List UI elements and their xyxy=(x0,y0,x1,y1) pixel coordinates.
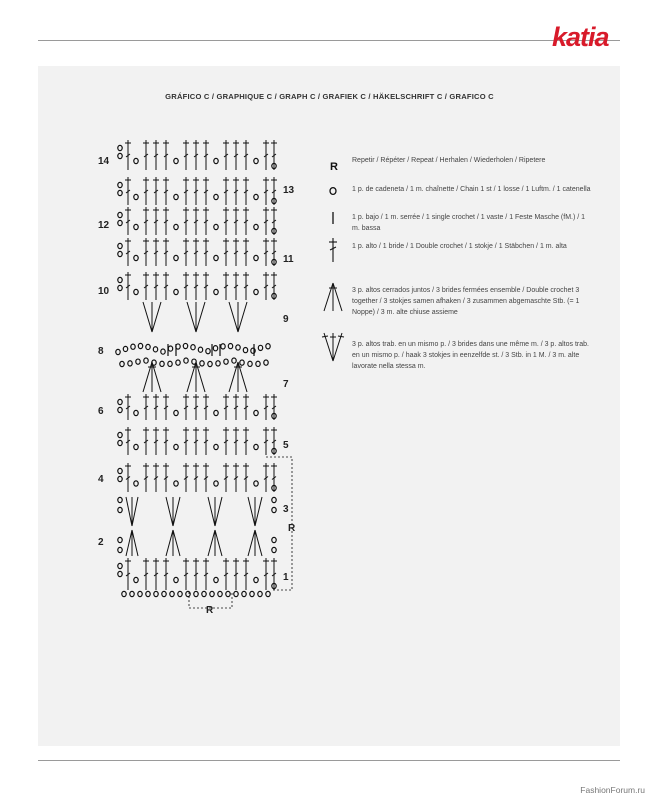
chain-stitch xyxy=(243,348,247,353)
chain-stitch xyxy=(118,407,122,412)
double-crochet-stitch xyxy=(163,207,169,235)
chain-stitch xyxy=(138,343,142,348)
chart-title: GRÁFICO C / GRAPHIQUE C / GRAPH C / GRAFIEK C / HÄKELSCHRIFT C / GRAFICO C xyxy=(165,92,494,101)
chain-stitch xyxy=(272,547,276,552)
double-crochet-stitch xyxy=(163,427,169,455)
chain-stitch xyxy=(138,591,142,596)
chain-stitch xyxy=(226,591,230,596)
double-crochet-icon xyxy=(318,236,348,266)
chain-stitch xyxy=(154,591,158,596)
chain-stitch xyxy=(191,345,195,350)
chain-stitch xyxy=(174,289,178,294)
double-crochet-stitch xyxy=(223,238,229,266)
double-crochet-stitch xyxy=(243,140,249,170)
row-label-right: 5 xyxy=(283,440,289,451)
chain-stitch xyxy=(214,577,218,582)
double-crochet-stitch xyxy=(223,427,229,455)
double-crochet-stitch xyxy=(223,177,229,205)
double-crochet-stitch xyxy=(243,238,249,266)
chain-stitch xyxy=(214,289,218,294)
chain-stitch xyxy=(178,591,182,596)
chain-stitch xyxy=(146,591,150,596)
chain-stitch xyxy=(272,537,276,542)
double-crochet-stitch xyxy=(143,463,149,492)
row-label-right: 3 xyxy=(283,504,289,515)
double-crochet-stitch xyxy=(243,207,249,235)
double-crochet-stitch xyxy=(143,427,149,455)
chain-stitch xyxy=(200,361,204,366)
double-crochet-stitch xyxy=(203,140,209,170)
double-crochet-stitch xyxy=(193,272,199,300)
chain-stitch xyxy=(134,410,138,415)
chain-stitch xyxy=(136,359,140,364)
chain-stitch xyxy=(266,344,270,349)
chain-stitch xyxy=(192,359,196,364)
double-crochet-stitch xyxy=(263,558,269,590)
double-crochet-stitch xyxy=(153,394,159,420)
double-crochet-stitch xyxy=(143,272,149,300)
legend-repeat-text: Repetir / Répéter / Repeat / Herhalen / Wiederholen / Ripetere xyxy=(352,157,546,164)
double-crochet-stitch xyxy=(153,558,159,590)
double-crochet-stitch xyxy=(203,463,209,492)
double-crochet-stitch xyxy=(203,177,209,205)
chain-stitch xyxy=(234,591,238,596)
chain-stitch xyxy=(240,360,244,365)
double-crochet-stitch xyxy=(125,238,131,266)
dc3-same-st-stitch xyxy=(229,302,247,332)
double-crochet-stitch xyxy=(233,140,239,170)
chain-stitch xyxy=(213,346,217,351)
chain-stitch xyxy=(254,255,258,260)
dc3tog-icon xyxy=(318,280,348,314)
chain-stitch xyxy=(254,481,258,486)
double-crochet-stitch xyxy=(203,272,209,300)
chain-stitch xyxy=(272,497,276,502)
dc3-same-st-icon xyxy=(318,330,348,364)
chain-stitch xyxy=(134,481,138,486)
chain-stitch xyxy=(162,591,166,596)
double-crochet-stitch xyxy=(243,272,249,300)
chain-stitch xyxy=(254,410,258,415)
chain-stitch xyxy=(214,224,218,229)
single-crochet-icon xyxy=(318,208,348,238)
double-crochet-stitch xyxy=(223,558,229,590)
chain-stitch xyxy=(168,346,172,351)
brand-logo: katia xyxy=(552,22,609,52)
chain-stitch xyxy=(218,591,222,596)
repeat-label-bottom: R xyxy=(206,605,214,616)
chain-stitch xyxy=(131,344,135,349)
chain-stitch xyxy=(208,361,212,366)
chain-stitch xyxy=(248,361,252,366)
double-crochet-stitch xyxy=(125,272,131,300)
double-crochet-stitch xyxy=(143,207,149,235)
chain-stitch xyxy=(134,577,138,582)
chain-stitch xyxy=(118,190,122,195)
chain-stitch xyxy=(118,212,122,217)
dc3tog-stitch xyxy=(166,530,180,556)
double-crochet-stitch xyxy=(163,394,169,420)
chain-stitch xyxy=(128,361,132,366)
row-label-left: 12 xyxy=(98,220,110,231)
double-crochet-stitch xyxy=(125,463,131,492)
double-crochet-stitch xyxy=(193,238,199,266)
chain-stitch xyxy=(194,591,198,596)
double-crochet-stitch xyxy=(263,177,269,205)
double-crochet-stitch xyxy=(233,427,239,455)
double-crochet-stitch xyxy=(143,177,149,205)
svg-text:R: R xyxy=(330,161,338,173)
chain-stitch xyxy=(202,591,206,596)
chain-stitch xyxy=(123,346,127,351)
chain-stitch xyxy=(118,507,122,512)
chain-stitch xyxy=(174,577,178,582)
double-crochet-stitch xyxy=(183,558,189,590)
double-crochet-stitch xyxy=(153,463,159,492)
chain-stitch xyxy=(118,571,122,576)
chain-stitch xyxy=(118,220,122,225)
double-crochet-stitch xyxy=(263,272,269,300)
dc3tog-stitch xyxy=(229,362,247,392)
double-crochet-stitch xyxy=(153,207,159,235)
chain-stitch xyxy=(134,194,138,199)
chain-stitch xyxy=(258,591,262,596)
chain-stitch xyxy=(118,468,122,473)
chain-stitch xyxy=(198,347,202,352)
legend-double-crochet-text: 1 p. alto / 1 bride / 1 Double crochet / 1 stokje / 1 Stäbchen / 1 m. alta xyxy=(352,243,567,250)
chain-stitch xyxy=(161,349,165,354)
chain-stitch xyxy=(183,343,187,348)
double-crochet-stitch xyxy=(125,140,131,170)
double-crochet-stitch xyxy=(163,238,169,266)
chain-stitch xyxy=(130,591,134,596)
double-crochet-stitch xyxy=(193,463,199,492)
chain-stitch xyxy=(174,194,178,199)
double-crochet-stitch xyxy=(263,238,269,266)
double-crochet-stitch xyxy=(223,394,229,420)
double-crochet-stitch xyxy=(203,238,209,266)
chain-stitch xyxy=(174,158,178,163)
chain-stitch xyxy=(264,360,268,365)
double-crochet-stitch xyxy=(263,463,269,492)
double-crochet-stitch xyxy=(183,140,189,170)
chain-stitch xyxy=(170,591,174,596)
repeat-icon xyxy=(318,152,348,182)
double-crochet-stitch xyxy=(193,140,199,170)
double-crochet-stitch xyxy=(233,394,239,420)
chain-stitch xyxy=(176,360,180,365)
double-crochet-stitch xyxy=(125,177,131,205)
chain-stitch xyxy=(224,359,228,364)
chain-stitch xyxy=(144,358,148,363)
chain-stitch xyxy=(266,591,270,596)
double-crochet-stitch xyxy=(163,558,169,590)
double-crochet-stitch xyxy=(143,558,149,590)
double-crochet-stitch xyxy=(153,238,159,266)
chain-stitch xyxy=(242,591,246,596)
double-crochet-stitch xyxy=(153,272,159,300)
chain-stitch xyxy=(254,158,258,163)
chain-stitch xyxy=(206,349,210,354)
double-crochet-stitch xyxy=(143,394,149,420)
chain-stitch xyxy=(214,158,218,163)
chain-stitch xyxy=(174,481,178,486)
double-crochet-stitch xyxy=(243,177,249,205)
double-crochet-stitch xyxy=(125,207,131,235)
double-crochet-stitch xyxy=(153,140,159,170)
dc3-same-st-stitch xyxy=(166,497,180,526)
chain-stitch xyxy=(214,410,218,415)
dc3-same-st-stitch xyxy=(126,497,138,526)
double-crochet-stitch xyxy=(233,177,239,205)
chain-stitch xyxy=(184,358,188,363)
dc3tog-stitch xyxy=(248,530,262,556)
chain-stitch xyxy=(153,347,157,352)
chain-stitch xyxy=(168,361,172,366)
chain-stitch xyxy=(174,224,178,229)
chain-stitch xyxy=(118,145,122,150)
chain-stitch xyxy=(134,224,138,229)
chain-stitch xyxy=(254,577,258,582)
dc3-same-st-stitch xyxy=(248,497,262,526)
chain-stitch xyxy=(116,349,120,354)
row-label-left: 4 xyxy=(98,474,104,485)
chain-stitch xyxy=(134,255,138,260)
double-crochet-stitch xyxy=(233,463,239,492)
double-crochet-stitch xyxy=(143,238,149,266)
chain-stitch xyxy=(118,476,122,481)
double-crochet-stitch xyxy=(183,394,189,420)
legend-single-crochet-text: 1 p. bajo / 1 m. serrée / 1 single crochet / 1 vaste / 1 Feste Masche (fM.) / 1 m. bassa xyxy=(352,214,586,232)
row-label-right: 7 xyxy=(283,379,289,390)
chain-stitch xyxy=(258,345,262,350)
double-crochet-stitch xyxy=(125,558,131,590)
double-crochet-stitch xyxy=(125,427,131,455)
double-crochet-stitch xyxy=(125,394,131,420)
chain-stitch xyxy=(254,194,258,199)
chain-stitch xyxy=(250,591,254,596)
double-crochet-stitch xyxy=(193,177,199,205)
chain-stitch xyxy=(118,497,122,502)
dc3-same-st-stitch xyxy=(208,497,222,526)
chain-stitch xyxy=(210,591,214,596)
double-crochet-stitch xyxy=(183,463,189,492)
chain-stitch xyxy=(118,547,122,552)
dc3tog-stitch xyxy=(126,530,138,556)
row-label-left: 2 xyxy=(98,537,104,548)
double-crochet-stitch xyxy=(203,207,209,235)
double-crochet-stitch xyxy=(223,207,229,235)
double-crochet-stitch xyxy=(203,558,209,590)
double-crochet-stitch xyxy=(223,272,229,300)
double-crochet-stitch xyxy=(233,558,239,590)
double-crochet-stitch xyxy=(183,427,189,455)
double-crochet-stitch xyxy=(183,207,189,235)
chain-stitch xyxy=(214,255,218,260)
double-crochet-stitch xyxy=(243,463,249,492)
double-crochet-stitch xyxy=(233,207,239,235)
chain-stitch xyxy=(146,344,150,349)
double-crochet-stitch xyxy=(163,140,169,170)
legend-dc3tog-text: 3 p. altos cerrados juntos / 3 brides fermées ensemble / Double crochet 3 together / 3 stokjes samen afhaken / 3 zusammen abgemaschte Stb. (= 1 Noppe) / 3 m. alte chiuse assieme xyxy=(352,287,580,316)
chain-stitch xyxy=(134,444,138,449)
double-crochet-stitch xyxy=(203,394,209,420)
double-crochet-stitch xyxy=(193,207,199,235)
chain-stitch xyxy=(160,361,164,366)
chain-stitch xyxy=(118,153,122,158)
dc3-same-st-stitch xyxy=(187,302,205,332)
chain-stitch xyxy=(134,158,138,163)
chain-stitch xyxy=(118,563,122,568)
legend-dc3-same-st-text: 3 p. altos trab. en un mismo p. / 3 brides dans une même m. / 3 p. altos trab. en un mismo p. / haak 3 stokjes in eenzelfde st. / 3 Stb. in 1 M. / 3 m. alte lavorate nella stessa m. xyxy=(352,341,589,370)
double-crochet-stitch xyxy=(163,463,169,492)
double-crochet-stitch xyxy=(143,140,149,170)
double-crochet-stitch xyxy=(193,394,199,420)
chain-stitch xyxy=(118,243,122,248)
chain-stitch xyxy=(232,358,236,363)
chain-stitch xyxy=(174,255,178,260)
double-crochet-stitch xyxy=(183,177,189,205)
chain-stitch xyxy=(254,289,258,294)
chain-stitch xyxy=(214,444,218,449)
chain-stitch xyxy=(134,289,138,294)
chain-stitch xyxy=(186,591,190,596)
row-label-left: 6 xyxy=(98,406,104,417)
repeat-label-right: R xyxy=(288,523,296,534)
double-crochet-stitch xyxy=(223,463,229,492)
double-crochet-stitch xyxy=(183,272,189,300)
chain-stitch xyxy=(216,361,220,366)
chain-stitch xyxy=(254,444,258,449)
double-crochet-stitch xyxy=(243,394,249,420)
chain-stitch xyxy=(118,182,122,187)
chain-stitch xyxy=(214,194,218,199)
double-crochet-stitch xyxy=(233,272,239,300)
double-crochet-stitch xyxy=(223,140,229,170)
chain-stitch xyxy=(118,399,122,404)
chain-stitch xyxy=(272,507,276,512)
chain-stitch xyxy=(118,285,122,290)
double-crochet-stitch xyxy=(183,238,189,266)
legend-chain-text: 1 p. de cadeneta / 1 m. chaînette / Chain 1 st / 1 losse / 1 Luftm. / 1 catenella xyxy=(352,186,591,193)
chain-stitch xyxy=(118,537,122,542)
chain-stitch xyxy=(118,251,122,256)
double-crochet-stitch xyxy=(193,558,199,590)
double-crochet-stitch xyxy=(153,427,159,455)
chain-stitch xyxy=(254,224,258,229)
chain-stitch xyxy=(118,432,122,437)
row-label-right: 1 xyxy=(283,572,289,583)
dc3tog-stitch xyxy=(208,530,222,556)
double-crochet-stitch xyxy=(263,394,269,420)
chain-stitch xyxy=(122,591,126,596)
chain-stitch xyxy=(118,277,122,282)
double-crochet-stitch xyxy=(153,177,159,205)
row-label-right: 13 xyxy=(283,185,295,196)
double-crochet-stitch xyxy=(203,427,209,455)
chain-stitch xyxy=(256,361,260,366)
row-label-left: 14 xyxy=(98,156,110,167)
chain-stitch xyxy=(174,444,178,449)
double-crochet-stitch xyxy=(243,558,249,590)
chain-stitch xyxy=(214,481,218,486)
bottom-rule xyxy=(38,760,620,761)
chain-stitch xyxy=(236,345,240,350)
double-crochet-stitch xyxy=(233,238,239,266)
chain-stitch xyxy=(118,440,122,445)
double-crochet-stitch xyxy=(243,427,249,455)
double-crochet-stitch xyxy=(263,207,269,235)
chain-stitch xyxy=(120,361,124,366)
dc3-same-st-stitch xyxy=(143,302,161,332)
row-label-left: 8 xyxy=(98,346,104,357)
chain-stitch xyxy=(221,344,225,349)
double-crochet-stitch xyxy=(163,177,169,205)
double-crochet-stitch xyxy=(193,427,199,455)
dc3tog-stitch xyxy=(143,362,161,392)
row-label-left: 10 xyxy=(98,286,110,297)
row-label-right: 11 xyxy=(283,254,294,265)
chain-stitch xyxy=(174,410,178,415)
watermark: FashionForum.ru xyxy=(580,785,645,795)
chain-stitch xyxy=(228,343,232,348)
double-crochet-stitch xyxy=(163,272,169,300)
row-label-right: 9 xyxy=(283,314,289,325)
double-crochet-stitch xyxy=(263,427,269,455)
double-crochet-stitch xyxy=(263,140,269,170)
